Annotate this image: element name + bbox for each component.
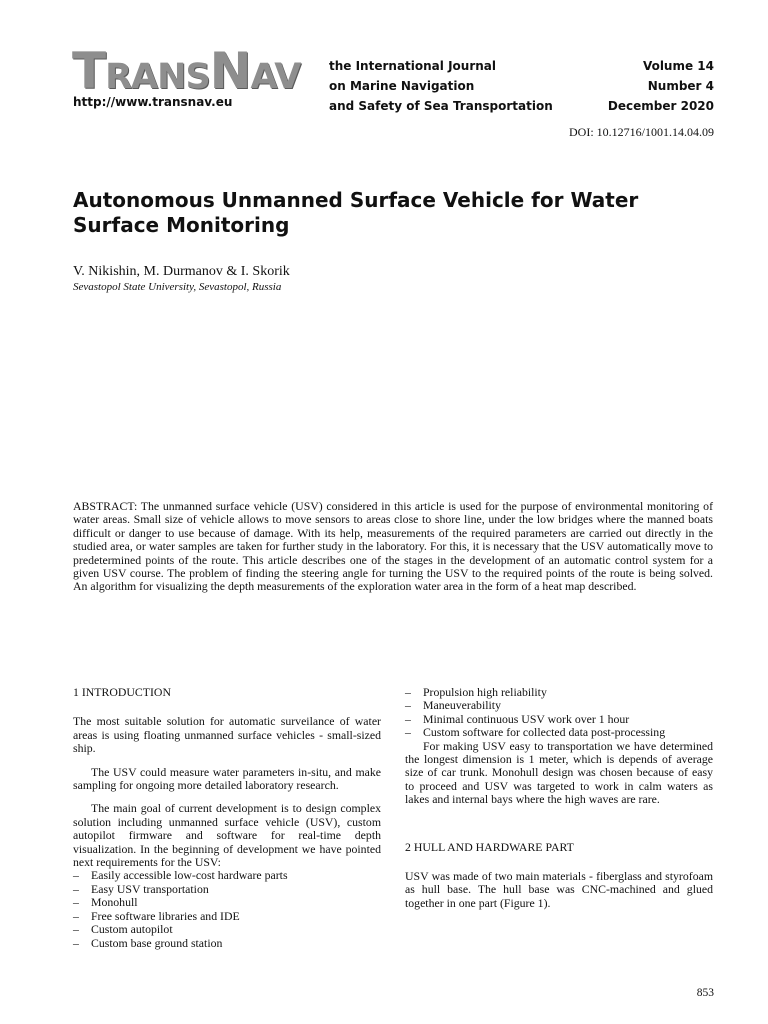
journal-url-link[interactable]: http://www.transnav.eu bbox=[73, 95, 233, 109]
paragraph: The main goal of current development is to design complex solution including unmanned surface vehicle (USV), custom autopilot firmware and software for real-time depth visualization. In the beginning of development we have pointed next requirements for the USV: bbox=[73, 801, 381, 870]
paragraph: The USV could measure water parameters in-situ, and make sampling for ongoing more detailed laboratory research. bbox=[73, 764, 381, 793]
list-item: – Easy USV transportation bbox=[73, 883, 381, 896]
author-affiliation: Sevastopol State University, Sevastopol, Russia bbox=[73, 281, 282, 293]
page-number: 853 bbox=[696, 987, 714, 999]
doi[interactable]: DOI: 10.12716/1001.14.04.09 bbox=[569, 125, 714, 139]
abstract: ABSTRACT: The unmanned surface vehicle (USV) considered in this article is used for the purpose of environmental monitoring of water areas. Small size of vehicle allows to move sensors to areas close to shore line, under the low bridges where the manned boats difficult or danger to use because of damage. With its help, measurements of the required parameters are carried out directly in the studied area, or water samples are taken for further study in the laboratory. For this, it is necessary that the USV automatically move to predetermined points of the route. This article describes one of the stages in the development of an automatic control system for a given USV course. The problem of finding the steering angle for turning the USV to the required points of the route is being solved. An algorithm for visualizing the depth measurements of the exploration water area in the form of a heat map described. bbox=[73, 499, 713, 594]
section-heading-introduction: 1 INTRODUCTION bbox=[73, 685, 171, 699]
list-item: – Maneuverability bbox=[405, 699, 713, 712]
requirements-list-continued bbox=[405, 686, 713, 740]
journal-logo: TRANSNAV bbox=[72, 42, 301, 100]
paragraph: USV was made of two main materials - fiberglass and styrofoam as hull base. The hull base was CNC-machined and glued together in one part (Figure 1). bbox=[405, 869, 713, 910]
right-column bbox=[405, 686, 713, 920]
journal-name bbox=[329, 56, 553, 116]
list-item: – Easily accessible low-cost hardware parts bbox=[73, 869, 381, 882]
list-item: – Propulsion high reliability bbox=[405, 686, 713, 699]
left-column bbox=[73, 686, 381, 950]
list-item: – Minimal continuous USV work over 1 hour bbox=[405, 713, 713, 726]
issue-number: Number 4 bbox=[647, 79, 714, 93]
journal-name-line: the International Journal bbox=[329, 59, 496, 73]
list-item: – Free software libraries and IDE bbox=[73, 910, 381, 923]
journal-name-line: on Marine Navigation bbox=[329, 79, 475, 93]
section-heading-hull: 2 HULL AND HARDWARE PART bbox=[405, 839, 574, 854]
requirements-list bbox=[73, 869, 381, 949]
list-item: – Custom software for collected data post-processing bbox=[405, 726, 713, 739]
journal-name-line: and Safety of Sea Transportation bbox=[329, 99, 553, 113]
article-authors: V. Nikishin, M. Durmanov & I. Skorik bbox=[73, 264, 290, 279]
paragraph: For making USV easy to transportation we have determined the longest dimension is 1 meter, which is depends of average size of car trunk. Monohull design was chosen because of easy to proceed and USV was targeted to work in calm waters as lakes and internal bays where the high waves are rare. bbox=[405, 738, 713, 807]
volume: Volume 14 bbox=[642, 59, 714, 73]
paragraph: The most suitable solution for automatic surveilance of water areas is using floating unmanned surface vehicles - small-sized ship. bbox=[73, 714, 381, 756]
list-item: – Custom base ground station bbox=[73, 937, 381, 950]
list-item: – Monohull bbox=[73, 896, 381, 909]
list-item: – Custom autopilot bbox=[73, 923, 381, 936]
issue-info bbox=[608, 56, 714, 116]
issue-date: December 2020 bbox=[607, 99, 714, 113]
article-title: Autonomous Unmanned Surface Vehicle for Water Surface Monitoring bbox=[73, 188, 639, 237]
